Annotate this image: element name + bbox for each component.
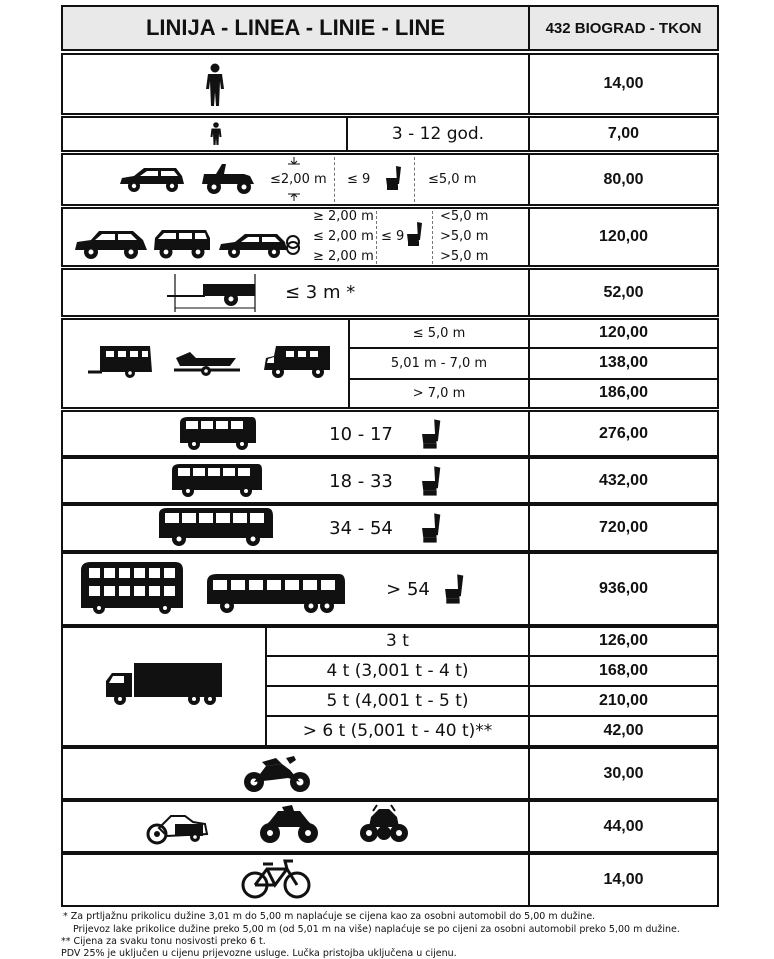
seat-icon xyxy=(418,464,448,498)
camper-icon xyxy=(262,342,334,380)
adult-person-icon xyxy=(203,63,227,107)
truck-price-3: 210,00 xyxy=(599,692,648,709)
long-coach-icon xyxy=(205,572,347,616)
caravan-price-1: 120,00 xyxy=(599,324,648,341)
car-large-length-3: >5,0 m xyxy=(440,249,489,264)
truck-label-4: > 6 t (5,001 t - 40 t)** xyxy=(302,721,493,741)
seat-icon xyxy=(418,417,448,451)
bus4-seats: > 54 xyxy=(386,578,430,600)
seat-icon xyxy=(418,511,448,545)
quad-atv-icon xyxy=(256,803,322,845)
car-large-height-1: ≥ 2,00 m xyxy=(313,209,374,224)
car-small-length: ≤5,0 m xyxy=(428,172,477,187)
suv-icon xyxy=(73,228,149,260)
row-child-left xyxy=(61,116,348,152)
row-bicycle-price: 14,00 xyxy=(528,853,719,907)
car-large-seats: ≤ 9 xyxy=(381,229,405,244)
footnote-4: PDV 25% je uključen u cijenu prijevozne usluge. Lučka pristojba uključena u cijenu. xyxy=(61,948,457,959)
row-bus1-left xyxy=(61,410,530,457)
truck-label-3: 5 t (4,001 t - 5 t) xyxy=(326,691,469,711)
double-decker-bus-icon xyxy=(79,560,185,616)
minibus-icon xyxy=(178,415,258,451)
caravan-label-1: ≤ 5,0 m xyxy=(412,325,466,341)
row-adult-price: 14,00 xyxy=(528,53,719,115)
header-title: LINIJA - LINEA - LINIE - LINE xyxy=(145,15,446,40)
car-small-seats: ≤ 9 xyxy=(347,172,371,187)
row-motorcycle-price: 30,00 xyxy=(528,747,719,800)
row-bus4-price: 936,00 xyxy=(528,552,719,626)
row-bus3-left xyxy=(61,504,530,552)
footnote-2: Prijevoz lake prikolice dužine preko 5,00 m (od 5,01 m na više) naplaćuje se po cijeni za osobni automobil preko 5,00 m dužine. xyxy=(73,924,680,935)
boat-trailer-icon xyxy=(170,348,242,378)
seat-icon xyxy=(441,572,471,606)
row-car-large-price: 120,00 xyxy=(528,207,719,267)
car-large-height-3: ≥ 2,00 m xyxy=(313,249,374,264)
bus3-seats: 34 - 54 xyxy=(329,517,393,539)
row-atv-price: 44,00 xyxy=(528,800,719,853)
child-person-icon xyxy=(209,122,223,146)
row-bus1-price: 276,00 xyxy=(528,410,719,457)
caravan-price-3: 186,00 xyxy=(599,384,648,401)
car-large-length-1: <5,0 m xyxy=(440,209,489,224)
row-child-price: 7,00 xyxy=(528,116,719,152)
midibus-icon xyxy=(170,462,264,498)
seat-icon xyxy=(384,164,406,192)
trailer-label: ≤ 3 m * xyxy=(285,281,356,303)
footnote-3: ** Cijena za svaku tonu nosivosti preko 6 t. xyxy=(61,936,266,947)
caravan-icon xyxy=(86,344,154,380)
quad-atv-front-icon xyxy=(357,803,411,845)
car-large-length-2: >5,0 m xyxy=(440,229,489,244)
truck-price-1: 126,00 xyxy=(599,632,648,649)
caravan-label-2: 5,01 m - 7,0 m xyxy=(390,355,488,371)
row-trailer-price: 52,00 xyxy=(528,268,719,317)
jeep-icon xyxy=(200,160,256,196)
truck-price-4: 42,00 xyxy=(603,722,644,739)
row-bus3-price: 720,00 xyxy=(528,504,719,552)
row-bus2-price: 432,00 xyxy=(528,457,719,504)
truck-icon xyxy=(104,661,224,707)
trailer-icon xyxy=(165,272,261,314)
scooter-sidecar-icon xyxy=(145,806,211,846)
station-wagon-icon xyxy=(118,164,188,194)
bicycle-icon xyxy=(241,857,311,901)
row-child-label: 3 - 12 god. xyxy=(346,116,530,152)
truck-price-2: 168,00 xyxy=(599,662,648,679)
car-large-height-2: ≤ 2,00 m xyxy=(313,229,374,244)
seat-icon xyxy=(405,220,427,248)
coach-icon xyxy=(157,506,275,548)
caravan-price-2: 138,00 xyxy=(599,354,648,371)
minivan-icon xyxy=(152,228,212,260)
footnote-1: * Za prtljažnu prikolicu dužine 3,01 m do 5,00 m naplaćuje se cijena kao za osobni automobil do 5,00 m dužine. xyxy=(63,911,596,922)
bus2-seats: 18 - 33 xyxy=(329,470,393,492)
truck-label-2: 4 t (3,001 t - 4 t) xyxy=(326,661,469,681)
truck-label-1: 3 t xyxy=(386,631,409,651)
row-adult-left xyxy=(61,53,530,115)
bus1-seats: 10 - 17 xyxy=(329,423,393,445)
row-bus2-left xyxy=(61,457,530,504)
motorcycle-icon xyxy=(242,752,312,794)
caravan-label-3: > 7,0 m xyxy=(412,385,466,401)
header-route: 432 BIOGRAD - TKON xyxy=(545,19,702,37)
car-bike-rack-icon xyxy=(217,228,301,260)
row-car-small-price: 80,00 xyxy=(528,153,719,206)
car-small-height: ≤2,00 m xyxy=(270,172,327,187)
